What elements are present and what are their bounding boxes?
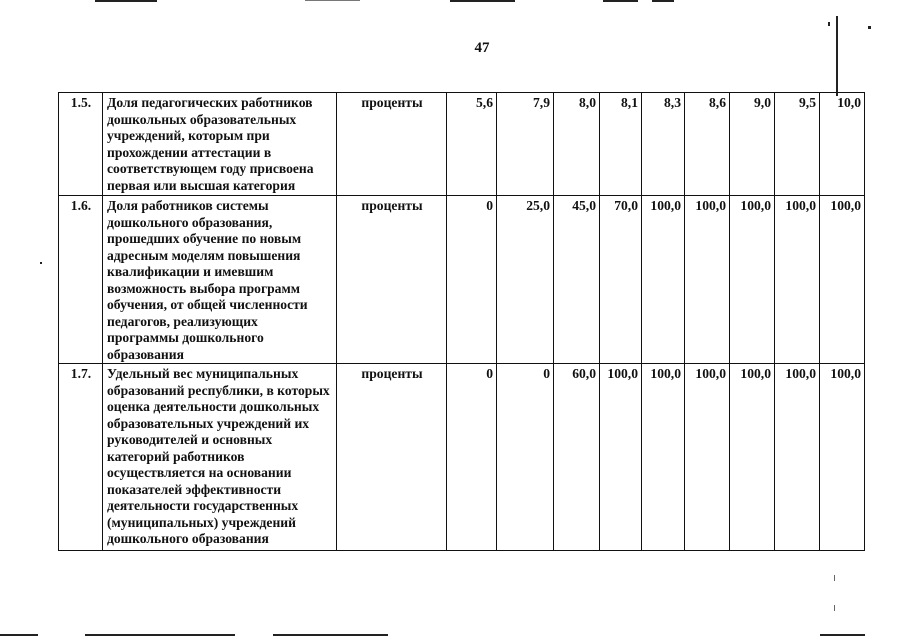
table-row <box>59 196 865 364</box>
indicator-description: Доля педагогических работников дошкольных образовательных учреждений, которым при прохождении аттестации в соответствующем году присвоена первая или высшая категория <box>103 93 337 196</box>
value-cell: 7,9 <box>497 93 554 196</box>
scan-dot-left <box>40 262 42 264</box>
indicator-description: Доля работников системы дошкольного образования, прошедших обучение по новым адресным моделям повышения квалификации и имевшим возможность выбора программ обучения, от общей численности педагогов, реализующих программы дошкольного образования <box>103 196 337 364</box>
scan-dot-right-3 <box>834 575 835 581</box>
scan-line-bottom-4 <box>820 634 865 636</box>
row-number: 1.5. <box>59 93 103 196</box>
scan-line-top-4 <box>603 0 638 2</box>
scan-line-top-3 <box>450 0 515 2</box>
table-row <box>59 93 865 196</box>
scan-line-top-5 <box>652 0 674 2</box>
value-cell: 100,0 <box>820 364 865 551</box>
scan-line-top-1 <box>95 0 157 2</box>
value-cell: 100,0 <box>730 364 775 551</box>
value-cell: 70,0 <box>600 196 642 364</box>
scan-line-bottom-2 <box>85 634 235 636</box>
value-cell: 100,0 <box>600 364 642 551</box>
row-number: 1.7. <box>59 364 103 551</box>
value-cell: 100,0 <box>775 196 820 364</box>
scan-dot-right-4 <box>834 605 835 611</box>
table-row <box>59 364 865 551</box>
scan-line-top-2 <box>305 0 360 1</box>
value-cell: 45,0 <box>554 196 600 364</box>
page-number: 47 <box>474 40 490 56</box>
scan-line-bottom-1 <box>0 634 38 636</box>
value-cell: 100,0 <box>685 364 730 551</box>
value-cell: 100,0 <box>730 196 775 364</box>
indicator-description: Удельный вес муниципальных образований республики, в которых оценка деятельности дошкольных образовательных учреждений их руководителей и основных категорий работников осуществляется на основании показателей эффективности деятельности государственных (муниципальных) учреждений дошкольного образования <box>103 364 337 551</box>
unit-cell: проценты <box>337 196 447 364</box>
scan-line-bottom-3 <box>273 634 388 636</box>
value-cell: 10,0 <box>820 93 865 196</box>
value-cell: 100,0 <box>775 364 820 551</box>
value-cell: 25,0 <box>497 196 554 364</box>
value-cell: 8,3 <box>642 93 685 196</box>
value-cell: 9,5 <box>775 93 820 196</box>
scan-line-right-vertical <box>836 16 838 96</box>
value-cell: 100,0 <box>820 196 865 364</box>
value-cell: 100,0 <box>642 196 685 364</box>
indicators-table <box>58 92 865 551</box>
value-cell: 0 <box>497 364 554 551</box>
value-cell: 60,0 <box>554 364 600 551</box>
value-cell: 8,1 <box>600 93 642 196</box>
unit-cell: проценты <box>337 364 447 551</box>
value-cell: 8,6 <box>685 93 730 196</box>
value-cell: 100,0 <box>642 364 685 551</box>
unit-cell: проценты <box>337 93 447 196</box>
scan-dot-right-1 <box>868 26 871 29</box>
row-number: 1.6. <box>59 196 103 364</box>
scan-dot-right-2 <box>828 22 830 26</box>
value-cell: 100,0 <box>685 196 730 364</box>
value-cell: 9,0 <box>730 93 775 196</box>
value-cell: 8,0 <box>554 93 600 196</box>
value-cell: 5,6 <box>447 93 497 196</box>
value-cell: 0 <box>447 364 497 551</box>
value-cell: 0 <box>447 196 497 364</box>
